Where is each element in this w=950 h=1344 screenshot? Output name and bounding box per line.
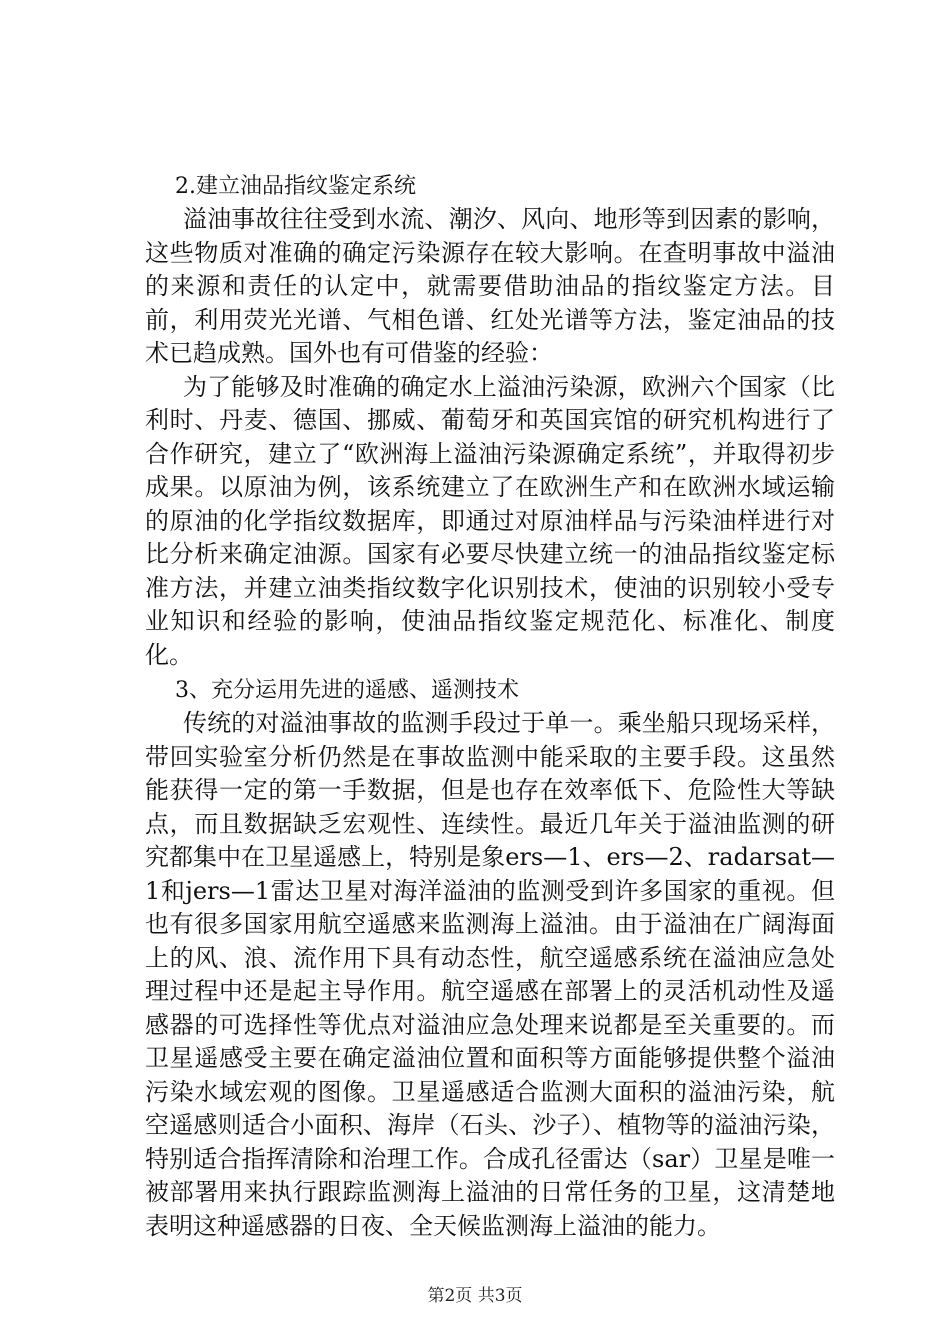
page-number-footer: 第2页 共3页: [427, 1286, 523, 1306]
paragraph-oil-spill-factors: 溢油事故往往受到水流、潮汐、风向、地形等到因素的影响，这些物质对准确的确定污染源存在较大影响。在查明事故中溢油的来源和责任的认定中，就需要借助油品的指纹鉴定方法。目前，利用荧光光谱、气相色谱、红处光谱等方法，鉴定油品的技术已趋成熟。国外也有可借鉴的经验：: [145, 205, 835, 367]
paragraph-european-system: 为了能够及时准确的确定水上溢油污染源，欧洲六个国家（比利时、丹麦、德国、挪威、葡萄牙和英国宾馆的研究机构进行了合作研究，建立了“欧洲海上溢油污染源确定系统”，并取得初步成果。以原油为例，该系统建立了在欧洲生产和在欧洲水域运输的原油的化学指纹数据库，即通过对原油样品与污染油样进行对比分析来确定油源。国家有必要尽快建立统一的油品指纹鉴定标准方法，并建立油类指纹数字化识别技术，使油的识别较小受专业知识和经验的影响，使油品指纹鉴定规范化、标准化、制度化。: [145, 372, 835, 669]
section-heading-fingerprint: 2.建立油品指纹鉴定系统: [175, 174, 416, 199]
document-body: [145, 172, 835, 1243]
paragraph-remote-sensing: 传统的对溢油事故的监测手段过于单一。乘坐船只现场采样，带回实验室分析仍然是在事故监测中能采取的主要手段。这虽然能获得一定的第一手数据，但是也存在效率低下、危险性大等缺点，而且数据缺乏宏观性、连续性。最近几年关于溢油监测的研究都集中在卫星遥感上，特别是象ers—1、ers—2、radarsat—1和jers—1雷达卫星对海洋溢油的监测受到许多国家的重视。但也有很多国家用航空遥感来监测海上溢油。由于溢油在广阔海面上的风、浪、流作用下具有动态性，航空遥感系统在溢油应急处理过程中还是起主导作用。航空遥感在部署上的灵活机动性及遥感器的可选择性等优点对溢油应急处理来说都是至关重要的。而卫星遥感受主要在确定溢油位置和面积等方面能够提供整个溢油污染水域宏观的图像。卫星遥感适合监测大面积的溢油污染，航空遥感则适合小面积、海岸（石头、沙子）、植物等的溢油污染，特别适合指挥清除和治理工作。合成孔径雷达（sar）卫星是唯一被部署用来执行跟踪监测海上溢油的日常任务的卫星，这清楚地表明这种遥感器的日夜、全天候监测海上溢油的能力。: [145, 709, 835, 1240]
section-heading-remote-sensing: 3、充分运用先进的遥感、遥测技术: [175, 678, 519, 703]
